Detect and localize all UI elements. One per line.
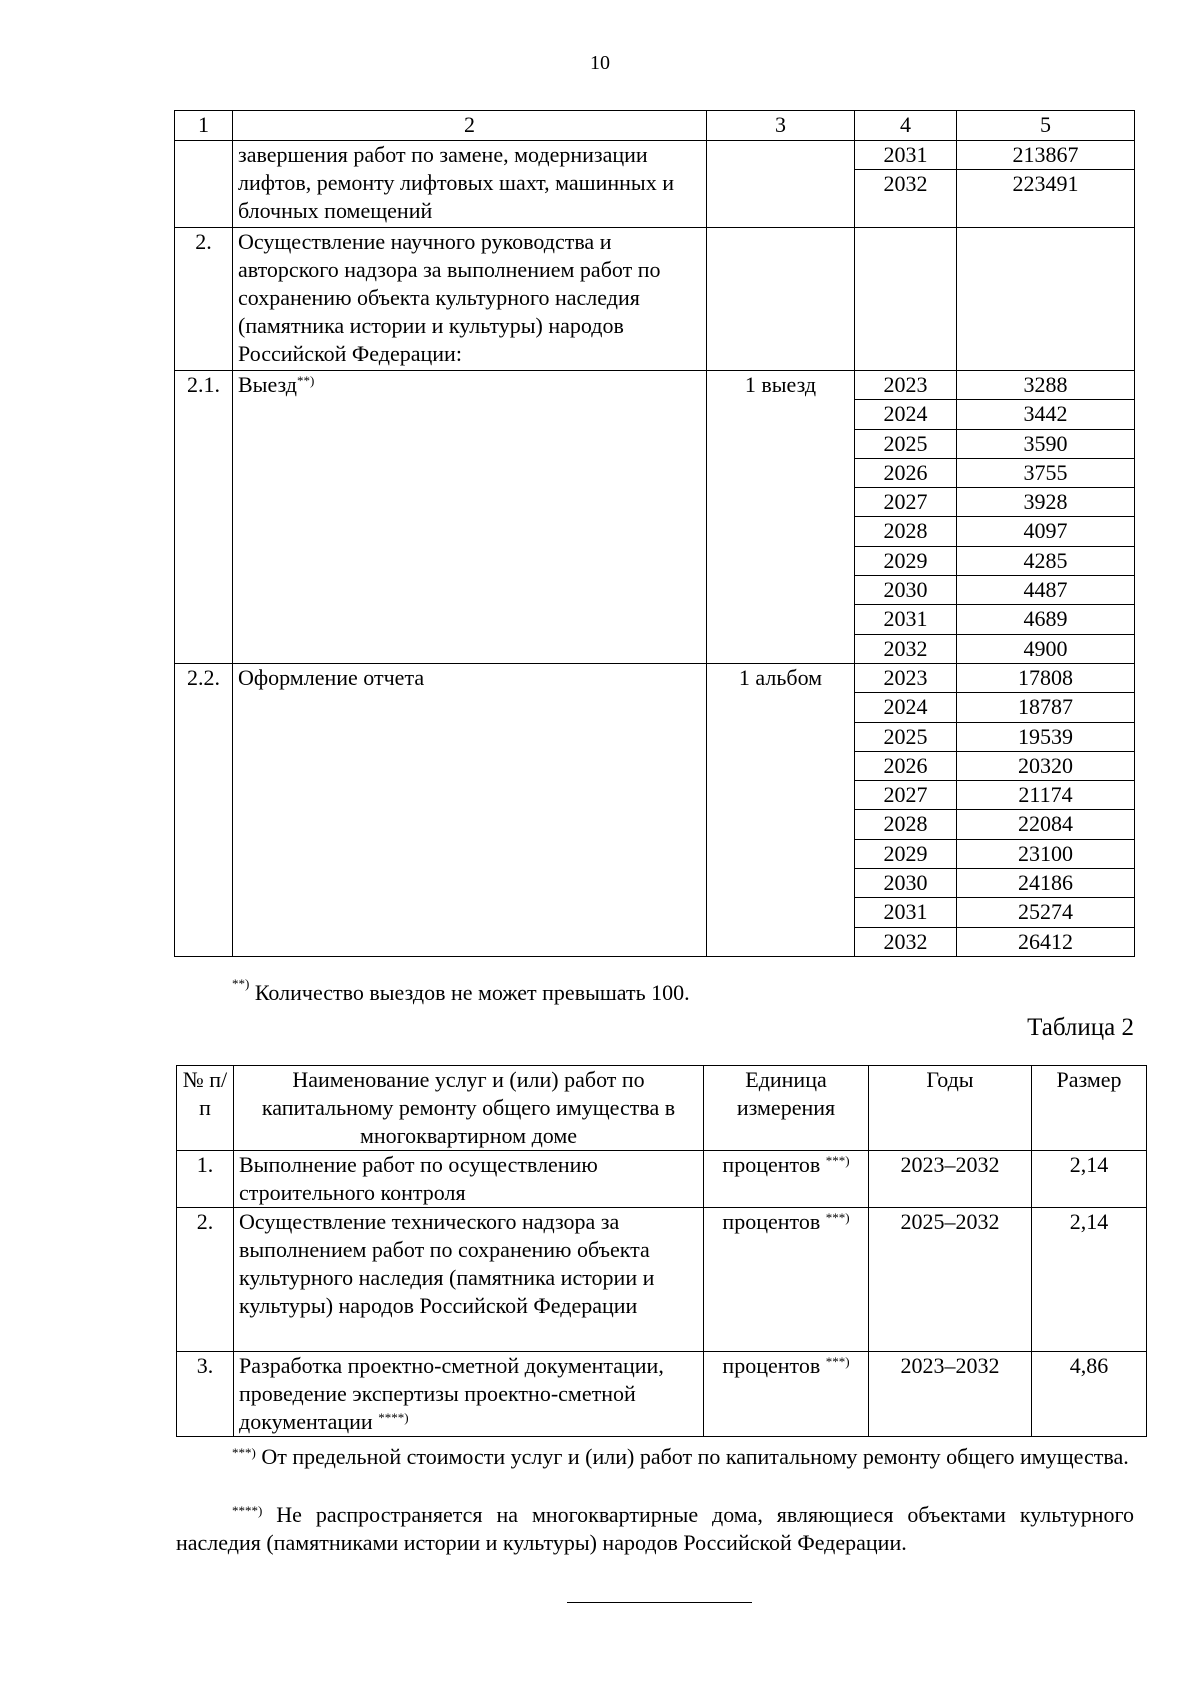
years-cell: 2023–2032 [869, 1151, 1032, 1208]
value-cell: 4097 [957, 517, 1135, 546]
footnote-text: Количество выездов не может превышать 100. [249, 980, 690, 1005]
column-number-cell: 1 [175, 111, 233, 141]
year-cell: 2030 [855, 576, 957, 605]
value-cell: 223491 [957, 170, 1135, 228]
unit-cell: 1 выезд [707, 371, 855, 664]
year-cell: 2030 [855, 869, 957, 898]
table-row [175, 141, 1135, 170]
name-cell [234, 1352, 704, 1437]
value-cell: 4689 [957, 605, 1135, 634]
name-cell [234, 1208, 704, 1352]
table-1 [174, 110, 1135, 957]
footnote-mark: **) [232, 976, 250, 991]
value-cell: 3755 [957, 458, 1135, 487]
num-cell: 1. [177, 1151, 234, 1208]
name-text: Осуществление технического надзора за выполнением работ по сохранению объекта культурного наследия (памятника истории и культуры) народов Российской Федерации [239, 1209, 655, 1318]
unit-text: процентов [722, 1152, 821, 1177]
value-cell: 3442 [957, 400, 1135, 429]
description-cell [233, 371, 707, 664]
table-row [177, 1352, 1147, 1437]
years-cell: 2025–2032 [869, 1208, 1032, 1352]
year-cell: 2032 [855, 634, 957, 663]
end-divider [567, 1602, 752, 1603]
unit-cell [704, 1208, 869, 1352]
column-number-cell: 5 [957, 111, 1135, 141]
column-header: Единица измерения [704, 1066, 869, 1151]
description-text: Выезд [238, 372, 297, 397]
size-cell: 2,14 [1032, 1151, 1147, 1208]
column-number-cell: 4 [855, 111, 957, 141]
value-cell: 26412 [957, 927, 1135, 956]
year-cell: 2032 [855, 927, 957, 956]
size-cell: 2,14 [1032, 1208, 1147, 1352]
year-cell [855, 228, 957, 371]
years-cell: 2023–2032 [869, 1352, 1032, 1437]
column-number-cell: 2 [233, 111, 707, 141]
year-cell: 2029 [855, 546, 957, 575]
year-cell: 2025 [855, 722, 957, 751]
description-text: Оформление отчета [238, 664, 425, 690]
value-cell: 4900 [957, 634, 1135, 663]
footnote-4star [176, 1501, 1134, 1557]
value-cell: 19539 [957, 722, 1135, 751]
year-cell: 2032 [855, 170, 957, 228]
year-cell: 2031 [855, 141, 957, 170]
year-cell: 2031 [855, 605, 957, 634]
column-number-cell: 3 [707, 111, 855, 141]
footnote-mark: ****) [378, 1410, 409, 1425]
unit-text: процентов [722, 1209, 821, 1234]
table-row [175, 663, 1135, 692]
footnote-mark: **) [296, 373, 315, 388]
year-cell: 2031 [855, 898, 957, 927]
unit-cell [704, 1352, 869, 1437]
column-header: Размер [1032, 1066, 1147, 1151]
year-cell: 2028 [855, 517, 957, 546]
value-cell: 21174 [957, 781, 1135, 810]
year-cell: 2026 [855, 458, 957, 487]
value-cell: 3928 [957, 488, 1135, 517]
table-2-title: Таблица 2 [1027, 1014, 1134, 1041]
table-row [177, 1151, 1147, 1208]
footnote-mark: ***) [825, 1153, 850, 1168]
footnote-2star [232, 976, 690, 1006]
unit-cell: 1 альбом [707, 663, 855, 956]
footnote-mark: ***) [825, 1354, 850, 1369]
table-row [175, 371, 1135, 400]
value-cell: 20320 [957, 751, 1135, 780]
num-cell [175, 141, 233, 228]
name-text: Выполнение работ по осуществлению строительного контроля [239, 1152, 598, 1205]
table-row [177, 1208, 1147, 1352]
value-cell: 22084 [957, 810, 1135, 839]
header-row [175, 111, 1135, 141]
table-2 [176, 1065, 1147, 1437]
value-cell: 17808 [957, 663, 1135, 692]
year-cell: 2027 [855, 488, 957, 517]
column-header: Наименование услуг и (или) работ по капитальному ремонту общего имущества в многоквартирном доме [234, 1066, 704, 1151]
unit-cell [704, 1151, 869, 1208]
unit-text: процентов [722, 1353, 821, 1378]
value-cell: 3590 [957, 429, 1135, 458]
value-cell: 4285 [957, 546, 1135, 575]
footnote-text: От предельной стоимости услуг и (или) работ по капитальному ремонту общего имущества. [255, 1444, 1129, 1469]
footnote-mark: ***) [825, 1210, 850, 1225]
year-cell: 2023 [855, 663, 957, 692]
num-cell: 2.2. [175, 663, 233, 956]
year-cell: 2024 [855, 400, 957, 429]
year-cell: 2028 [855, 810, 957, 839]
size-cell: 4,86 [1032, 1352, 1147, 1437]
year-cell: 2029 [855, 839, 957, 868]
year-cell: 2027 [855, 781, 957, 810]
footnote-mark: ***) [232, 1445, 256, 1460]
year-cell: 2026 [855, 751, 957, 780]
table-row [175, 228, 1135, 371]
value-cell: 23100 [957, 839, 1135, 868]
footnote-3star [176, 1443, 1134, 1471]
unit-cell [707, 141, 855, 228]
value-cell: 24186 [957, 869, 1135, 898]
year-cell: 2025 [855, 429, 957, 458]
num-cell: 2. [177, 1208, 234, 1352]
num-cell: 3. [177, 1352, 234, 1437]
num-cell: 2.1. [175, 371, 233, 664]
num-cell: 2. [175, 228, 233, 371]
value-cell: 18787 [957, 693, 1135, 722]
footnote-mark: ****) [232, 1503, 263, 1518]
footnote-text: Не распространяется на многоквартирные дома, являющиеся объектами культурного наследия (памятниками истории и культуры) народов Российской Федерации. [176, 1502, 1134, 1555]
value-cell: 213867 [957, 141, 1135, 170]
unit-cell [707, 228, 855, 371]
name-cell [234, 1151, 704, 1208]
year-cell: 2024 [855, 693, 957, 722]
value-cell: 3288 [957, 371, 1135, 400]
header-row [177, 1066, 1147, 1151]
page-number: 10 [590, 52, 610, 74]
description-cell: завершения работ по замене, модернизации лифтов, ремонту лифтовых шахт, машинных и блочных помещений [233, 141, 707, 228]
description-cell [233, 663, 707, 956]
column-header: № п/п [177, 1066, 234, 1151]
value-cell: 4487 [957, 576, 1135, 605]
description-cell: Осуществление научного руководства и авторского надзора за выполнением работ по сохранению объекта культурного наследия (памятника истории и культуры) народов Российской Федерации: [233, 228, 707, 371]
year-cell: 2023 [855, 371, 957, 400]
name-text: Разработка проектно-сметной документации, проведение экспертизы проектно-сметной документации [239, 1353, 664, 1434]
value-cell: 25274 [957, 898, 1135, 927]
value-cell [957, 228, 1135, 371]
column-header: Годы [869, 1066, 1032, 1151]
